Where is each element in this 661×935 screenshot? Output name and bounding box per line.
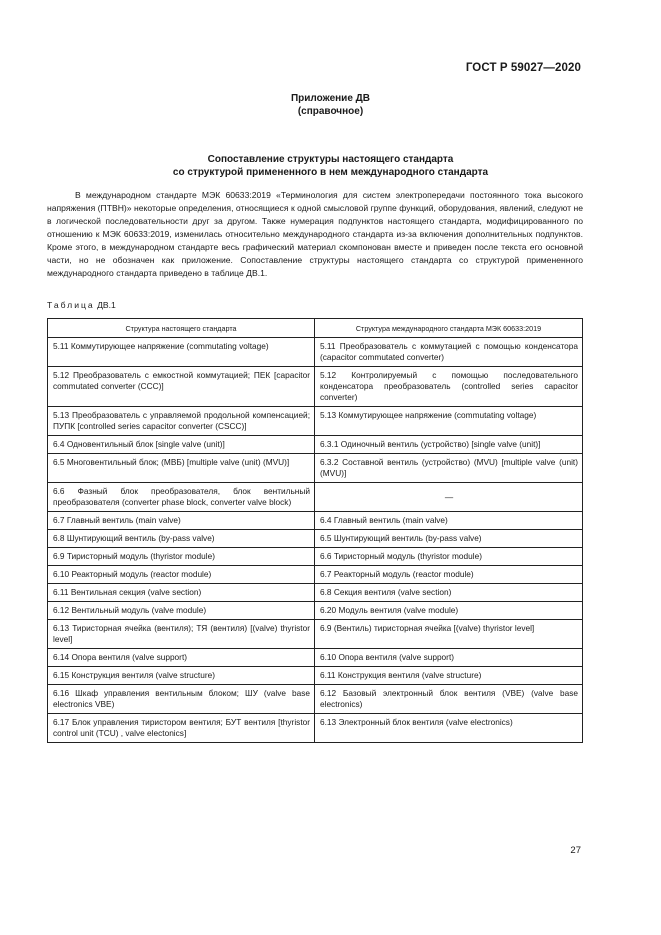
table-row — [48, 685, 583, 714]
cell-international: 5.11 Преобразователь с коммутацией с помощью конденсатора (capacitor commutated converter) — [315, 338, 583, 367]
table-caption-number: ДВ.1 — [97, 300, 116, 310]
cell-national: 6.17 Блок управления тиристором вентиля; БУТ вентиля [thyristor control unit (TCU) , valve electonics] — [48, 714, 315, 743]
cell-international: 6.3.1 Одиночный вентиль (устройство) [single valve (unit)] — [315, 436, 583, 454]
table-row — [48, 338, 583, 367]
table-row — [48, 602, 583, 620]
table-row — [48, 566, 583, 584]
table-row — [48, 530, 583, 548]
cell-international: 6.9 (Вентиль) тиристорная ячейка [(valve) thyristor level] — [315, 620, 583, 649]
standard-code: ГОСТ Р 59027—2020 — [465, 62, 581, 74]
page-number: 27 — [570, 845, 581, 856]
cell-international: 6.12 Базовый электронный блок вентиля (VBE) (valve base electronics) — [315, 685, 583, 714]
cell-international: 6.10 Опора вентиля (valve support) — [315, 649, 583, 667]
cell-international: 6.3.2 Составной вентиль (устройство) (MVU) [multiple valve (unit) (MVU)] — [315, 454, 583, 483]
table-row — [48, 367, 583, 407]
table-row — [48, 483, 583, 512]
table-caption-word: Таблица — [47, 300, 95, 310]
table-header-row — [48, 319, 583, 338]
table-row — [48, 649, 583, 667]
cell-international: 5.13 Коммутирующее напряжение (commutating voltage) — [315, 407, 583, 436]
section-title-line-1: Сопоставление структуры настоящего стандарта — [207, 154, 454, 165]
appendix-title: Приложение ДВ — [290, 93, 371, 104]
table-row — [48, 548, 583, 566]
cell-national: 5.13 Преобразователь с управляемой продольной компенсацией; ПУПК [controlled series capacitor converter (CSCC)] — [48, 407, 315, 436]
cell-international: 5.12 Контролируемый с помощью последовательного конденсатора преобразователь (controlled series capacitor converter) — [315, 367, 583, 407]
table-row — [48, 584, 583, 602]
cell-international: 6.8 Секция вентиля (valve section) — [315, 584, 583, 602]
cell-national: 6.6 Фазный блок преобразователя, блок вентильный преобразователя (converter phase block, converter valve block) — [48, 483, 315, 512]
cell-national: 5.12 Преобразователь с емкостной коммутацией; ПЕК [capacitor commutated converter (CCC)] — [48, 367, 315, 407]
cell-national: 5.11 Коммутирующее напряжение (commutating voltage) — [48, 338, 315, 367]
column-header-international: Структура международного стандарта МЭК 60633:2019 — [315, 319, 583, 338]
cell-national: 6.4 Одновентильный блок [single valve (unit)] — [48, 436, 315, 454]
cell-national: 6.5 Многовентильный блок; (МВБ) [multiple valve (unit) (MVU)] — [48, 454, 315, 483]
table-row — [48, 407, 583, 436]
cell-national: 6.13 Тиристорная ячейка (вентиля); ТЯ (вентиля) [(valve) thyristor level] — [48, 620, 315, 649]
cell-international: 6.6 Тиристорный модуль (thyristor module) — [315, 548, 583, 566]
column-header-national: Структура настоящего стандарта — [48, 319, 315, 338]
cell-national: 6.8 Шунтирующий вентиль (by-pass valve) — [48, 530, 315, 548]
cell-national: 6.15 Конструкция вентиля (valve structure) — [48, 667, 315, 685]
cell-national: 6.16 Шкаф управления вентильным блоком; ШУ (valve base electronics VBE) — [48, 685, 315, 714]
cell-national: 6.11 Вентильная секция (valve section) — [48, 584, 315, 602]
appendix-heading — [0, 92, 661, 118]
cell-international: 6.5 Шунтирующий вентиль (by-pass valve) — [315, 530, 583, 548]
cell-international: 6.11 Конструкция вентиля (valve structure) — [315, 667, 583, 685]
cell-international: — — [315, 483, 583, 512]
table-row — [48, 620, 583, 649]
cell-national: 6.12 Вентильный модуль (valve module) — [48, 602, 315, 620]
table-row — [48, 667, 583, 685]
appendix-subtitle: (справочное) — [297, 106, 364, 117]
table-row — [48, 436, 583, 454]
table-row — [48, 714, 583, 743]
section-title-line-2: со структурой примененного в нем международного стандарта — [172, 167, 489, 178]
cell-national: 6.7 Главный вентиль (main valve) — [48, 512, 315, 530]
section-title — [0, 153, 661, 179]
table-row — [48, 512, 583, 530]
intro-paragraph: В международном стандарте МЭК 60633:2019 «Терминология для систем электропередачи постоянного тока высокого напряжения (ПТВН)» некоторые определения, относящиеся к одной смысловой группе функций, оборудования, явлений, следуют не в логической последовательности друг за другом. Также нумерация подпунктов настоящего стандарта, модифицированного по отношению к МЭК 60633:2019, изменилась относительно международного стандарта из-за включения дополнительных подпунктов. Кроме этого, в международном стандарте весь графический материал скомпонован вместе и приведен после текста его основной части, но не обозначен как приложение. Сопоставление структуры настоящего стандарта со структурой примененного международного стандарта приведено в таблице ДВ.1. — [47, 190, 583, 278]
cell-international: 6.4 Главный вентиль (main valve) — [315, 512, 583, 530]
cell-international: 6.7 Реакторный модуль (reactor module) — [315, 566, 583, 584]
table-row — [48, 454, 583, 483]
cell-national: 6.9 Тиристорный модуль (thyristor module) — [48, 548, 315, 566]
cell-international: 6.13 Электронный блок вентиля (valve electronics) — [315, 714, 583, 743]
cell-national: 6.14 Опора вентиля (valve support) — [48, 649, 315, 667]
table-caption — [47, 300, 116, 310]
cell-international: 6.20 Модуль вентиля (valve module) — [315, 602, 583, 620]
cell-national: 6.10 Реакторный модуль (reactor module) — [48, 566, 315, 584]
structure-comparison-table — [47, 318, 583, 743]
